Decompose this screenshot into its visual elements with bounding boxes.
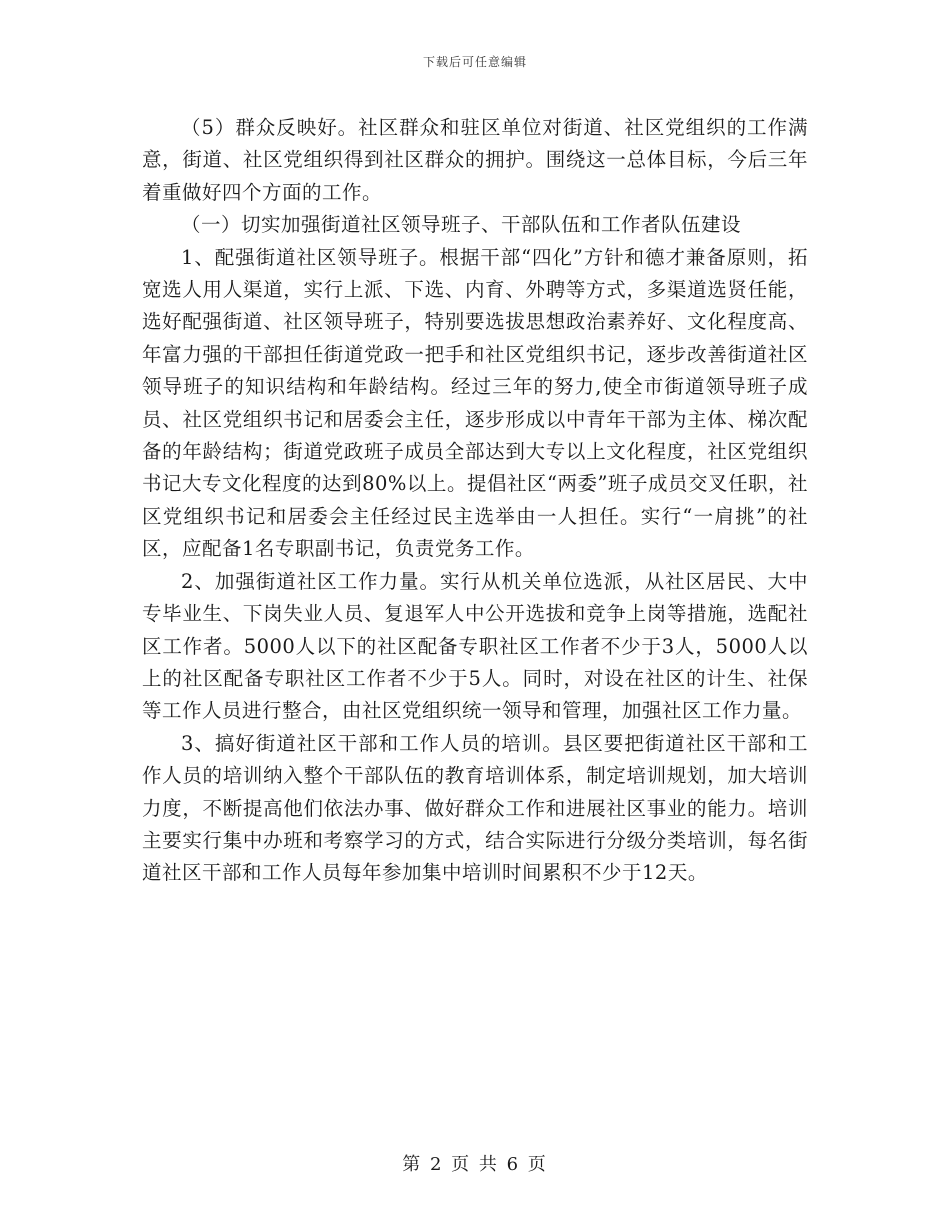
- paragraph-work-force: 2、加强街道社区工作力量。实行从机关单位选派，从社区居民、大中专毕业生、下岗失业人员、复退军人中公开选拔和竞争上岗等措施，选配社区工作者。5000人以下的社区配备专职社区工作者不少于3人，5000人以上的社区配备专职社区工作者不少于5人。同时，对设在社区的计生、社保等工作人员进行整合，由社区党组织统一领导和管理，加强社区工作力量。: [142, 569, 808, 723]
- paragraph-masses-response: （5）群众反映好。社区群众和驻区单位对街道、社区党组织的工作满意，街道、社区党组织得到社区群众的拥护。围绕这一总体目标，今后三年着重做好四个方面的工作。: [142, 116, 808, 204]
- page-number: 第 2 页 共 6 页: [402, 1154, 548, 1175]
- document-body: [142, 112, 808, 890]
- section-heading-one: （一）切实加强街道社区领导班子、干部队伍和工作者队伍建设: [181, 213, 742, 237]
- paragraph-training: 3、搞好街道社区干部和工作人员的培训。县区要把街道社区干部和工作人员的培训纳入整个干部队伍的教育培训体系，制定培训规划，加大培训力度，不断提高他们依法办事、做好群众工作和进展社区事业的能力。培训主要实行集中办班和考察学习的方式，结合实际进行分级分类培训，每名街道社区干部和工作人员每年参加集中培训时间累积不少于12天。: [142, 731, 808, 885]
- paragraph-leadership-team: 1、配强街道社区领导班子。根据干部“四化”方针和德才兼备原则，拓宽选人用人渠道，实行上派、下选、内育、外聘等方式，多渠道选贤任能，选好配强街道、社区领导班子，特别要选拔思想政治素养好、文化程度高、年富力强的干部担任街道党政一把手和社区党组织书记，逐步改善街道社区领导班子的知识结构和年龄结构。经过三年的努力,使全市街道领导班子成员、社区党组织书记和居委会主任，逐步形成以中青年干部为主体、梯次配备的年龄结构；街道党政班子成员全部达到大专以上文化程度，社区党组织书记大专文化程度的达到80%以上。提倡社区“两委”班子成员交叉任职，社区党组织书记和居委会主任经过民主选举由一人担任。实行“一肩挑”的社区，应配备1名专职副书记，负责党务工作。: [142, 245, 808, 561]
- page-header-note: 下载后可任意编辑: [422, 55, 527, 69]
